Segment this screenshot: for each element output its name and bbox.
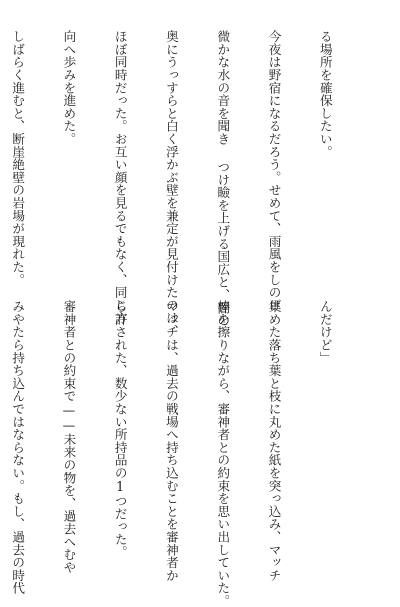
text-line: みやたら持ち込んではならない。もし、過去の時代 [10,300,26,595]
text-line: 棒を擦りながら、審神者との約束を思い出していた。 [215,300,231,607]
text-line: んだけど」 [317,300,333,364]
text-line: 集めた落ち葉と枝に丸めた紙を突っ込み、マッチ [266,300,282,582]
text-line: 奥にうっすらと白く浮かぶ壁を兼定が見付けたのは、 [163,30,179,338]
text-line: 今夜は野宿になるだろう。せめて、雨風をしのげ [266,30,282,312]
text-line: 向へ歩みを進めた。 [61,30,77,146]
lower-text-block [0,300,368,607]
text-line: ほぼ同時だった。お互い顔を見るでもなく、同じ方 [112,30,128,325]
text-line: マッチは、過去の戦場へ持ち込むことを審神者か [163,300,179,582]
text-line: 微かな水の音を聞き つけ瞼を上げる国広と、闇の [215,30,231,327]
text-line: しばらく進むと、断崖絶壁の岩場が現れた。 [10,30,26,286]
text-line: る場所を確保したい。 [317,30,333,158]
text-line: ら許された、数少ない所持品の1つだった。 [112,300,128,559]
text-line: 審神者との約束で——未来の物を、過去へむや [61,300,77,574]
